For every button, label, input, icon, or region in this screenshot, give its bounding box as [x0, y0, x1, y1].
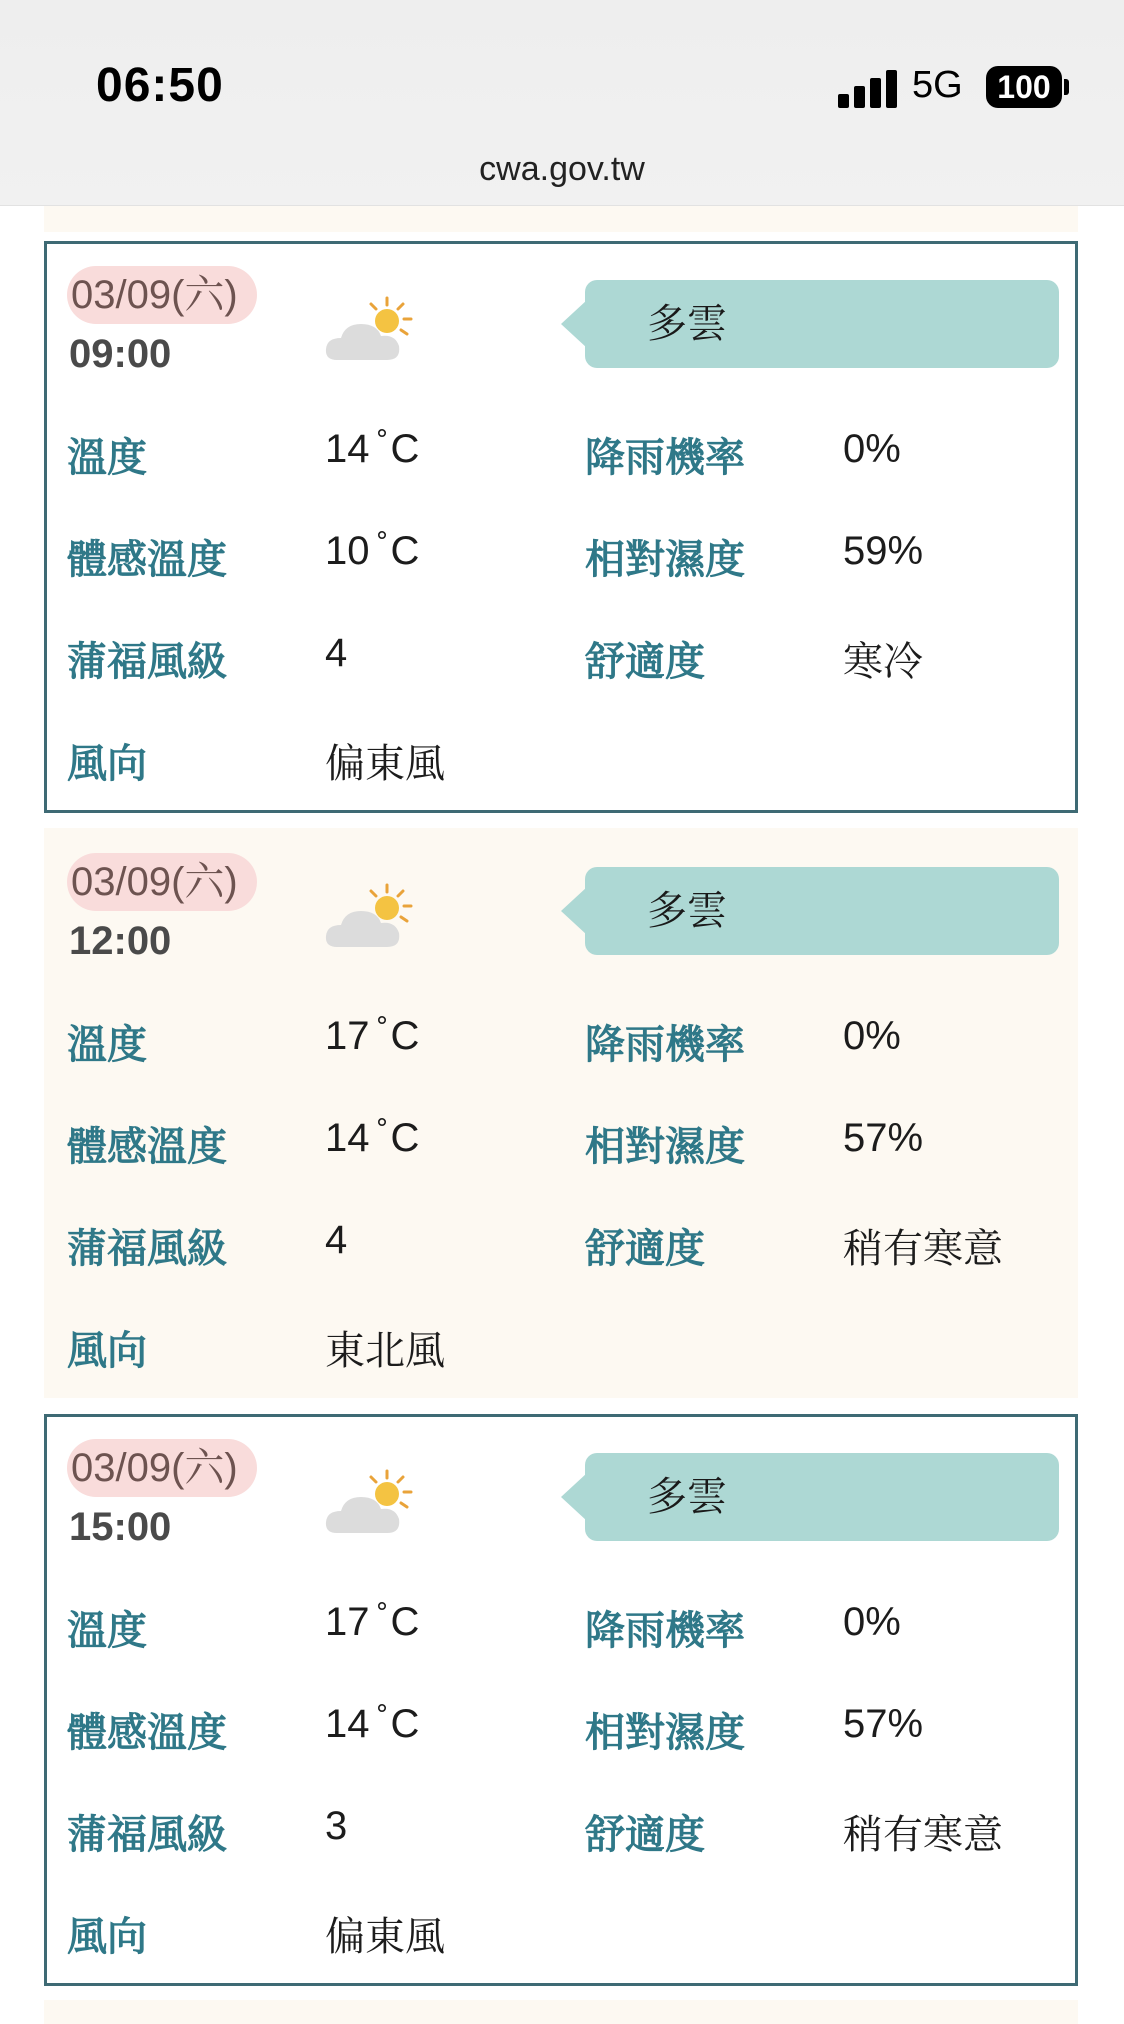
rain-probability-value: 0%: [843, 1014, 901, 1058]
comfort-value: 稍有寒意: [843, 1226, 1003, 1272]
comfort-label: 舒適度: [585, 639, 705, 685]
condition-arrow: [561, 1473, 587, 1521]
temperature-value: 17 °C: [325, 1012, 420, 1058]
rain-probability-label: 降雨機率: [585, 435, 745, 481]
comfort-label: 舒適度: [585, 1226, 705, 1272]
wind-direction-label: 風向: [67, 1328, 147, 1374]
forecast-date: 03/09(六): [67, 1439, 257, 1497]
condition-badge: [585, 1453, 1059, 1541]
temperature-value: 17 °C: [325, 1598, 420, 1644]
apparent-temperature-value: 14 °C: [325, 1114, 420, 1160]
status-time: 06:50: [96, 59, 224, 112]
rain-probability-value: 0%: [843, 427, 901, 471]
humidity-label: 相對濕度: [585, 1710, 745, 1756]
condition-badge: [585, 280, 1059, 368]
humidity-value: 59%: [843, 529, 924, 573]
wind-direction-value: 偏東風: [325, 741, 445, 787]
partly-cloudy-icon: [323, 1467, 419, 1539]
comfort-value: 寒冷: [843, 639, 923, 685]
battery-tip: [1064, 79, 1069, 95]
humidity-label: 相對濕度: [585, 1124, 745, 1170]
url-bar[interactable]: cwa.gov.tw: [479, 150, 645, 188]
browser-header: [0, 0, 1124, 206]
humidity-label: 相對濕度: [585, 537, 745, 583]
battery-level: 100: [997, 69, 1051, 105]
rain-probability-label: 降雨機率: [585, 1022, 745, 1068]
condition-badge: [585, 867, 1059, 955]
beaufort-value: 3: [325, 1804, 348, 1848]
condition-text: 多雲: [647, 1474, 727, 1520]
temperature-label: 溫度: [67, 1022, 147, 1068]
apparent-temperature-label: 體感溫度: [67, 1124, 227, 1170]
wind-direction-value: 偏東風: [325, 1914, 445, 1960]
rain-probability-label: 降雨機率: [585, 1608, 745, 1654]
comfort-label: 舒適度: [585, 1812, 705, 1858]
condition-text: 多雲: [647, 301, 727, 347]
battery-icon: [986, 66, 1062, 108]
forecast-card: [44, 241, 1078, 813]
cellular-signal-icon: [838, 68, 898, 108]
temperature-label: 溫度: [67, 1608, 147, 1654]
forecast-card: [44, 1414, 1078, 1986]
humidity-value: 57%: [843, 1702, 924, 1746]
previous-card-edge: [44, 206, 1078, 232]
condition-arrow: [561, 887, 587, 935]
beaufort-label: 蒲福風級: [67, 1812, 227, 1858]
temperature-value: 14 °C: [325, 425, 420, 471]
network-type: 5G: [912, 64, 963, 106]
forecast-time: 09:00: [69, 332, 172, 376]
wind-direction-label: 風向: [67, 1914, 147, 1960]
forecast-time: 15:00: [69, 1505, 172, 1549]
comfort-value: 稍有寒意: [843, 1812, 1003, 1858]
forecast-date: 03/09(六): [67, 266, 257, 324]
forecast-time: 12:00: [69, 919, 172, 963]
rain-probability-value: 0%: [843, 1600, 901, 1644]
wind-direction-label: 風向: [67, 741, 147, 787]
forecast-date: 03/09(六): [67, 853, 257, 911]
partly-cloudy-icon: [323, 881, 419, 953]
condition-text: 多雲: [647, 888, 727, 934]
apparent-temperature-value: 10 °C: [325, 527, 420, 573]
beaufort-label: 蒲福風級: [67, 1226, 227, 1272]
beaufort-value: 4: [325, 631, 348, 675]
apparent-temperature-label: 體感溫度: [67, 537, 227, 583]
humidity-value: 57%: [843, 1116, 924, 1160]
forecast-card: [44, 828, 1078, 1398]
next-card-edge: [44, 2000, 1078, 2024]
beaufort-label: 蒲福風級: [67, 639, 227, 685]
apparent-temperature-value: 14 °C: [325, 1700, 420, 1746]
partly-cloudy-icon: [323, 294, 419, 366]
beaufort-value: 4: [325, 1218, 348, 1262]
apparent-temperature-label: 體感溫度: [67, 1710, 227, 1756]
condition-arrow: [561, 300, 587, 348]
temperature-label: 溫度: [67, 435, 147, 481]
wind-direction-value: 東北風: [325, 1328, 445, 1374]
